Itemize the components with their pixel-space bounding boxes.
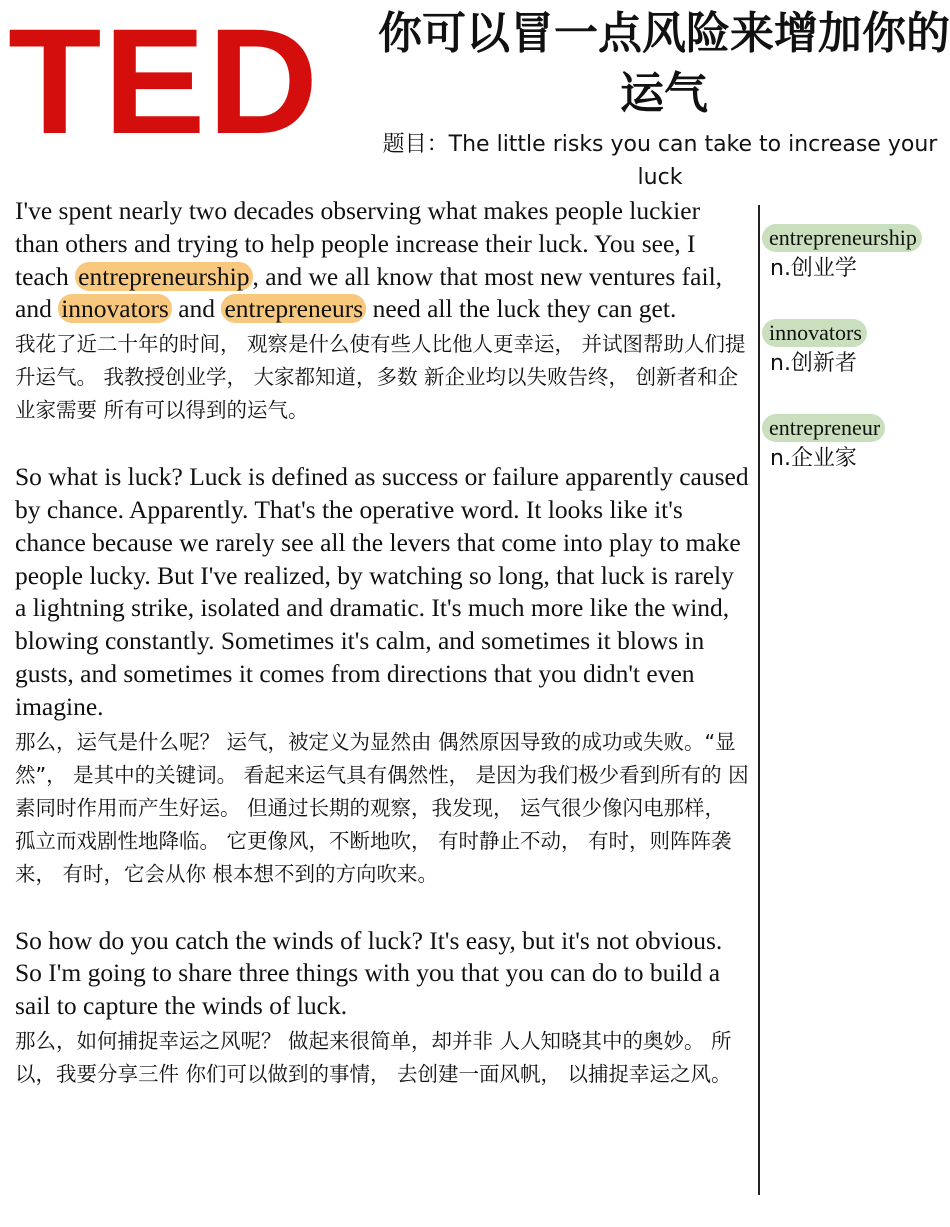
- paragraph-english: [15, 461, 750, 723]
- vocab-definition: n.企业家: [770, 446, 857, 471]
- text-segment: need all the luck they can get.: [372, 294, 677, 324]
- vocab-item: [762, 319, 950, 381]
- text-segment: So what is luck? Luck is defined as success or failure apparently caused by chance. Apparently. That's the operative word. It looks like it's chance because we rarely see all the levers that come into play to make people lucky. But I've realized, by watching so long, that luck is rarely a lightning strike, isolated and dramatic. It's much more like the wind, blowing constantly. Sometimes it's calm, and sometimes it blows in gusts, and sometimes it comes from directions that you didn't even imagine.: [15, 462, 749, 721]
- paragraph: [15, 195, 750, 427]
- paragraph-english: [15, 925, 750, 1023]
- paragraph-english: [15, 195, 750, 326]
- vocab-word: entrepreneurship: [762, 224, 922, 252]
- paragraph-chinese: 那么，运气是什么呢？ 运气，被定义为显然由 偶然原因导致的成功或失败。“显然”， 是其中的关键词。 看起来运气具有偶然性， 是因为我们极少看到所有的 因素同时作用而产生好运。 但通过长期的观察，我发现， 运气很少像闪电那样， 孤立而戏剧性地降临。 它更像风，不断地吹， 有时静止不动， 有时，则阵阵袭来， 有时，它会从你 根本想不到的方向吹来。: [15, 729, 749, 886]
- page-title: 你可以冒一点风险来增加你的运气: [378, 8, 950, 119]
- ted-logo: TED: [8, 0, 321, 165]
- highlighted-term: innovators: [58, 294, 172, 323]
- highlighted-term: entrepreneurship: [75, 262, 252, 291]
- vocab-word: innovators: [762, 319, 867, 347]
- title-block: [370, 4, 950, 194]
- text-segment: , and we all know that most new ventures fail, and: [15, 261, 723, 324]
- text-segment: and: [178, 294, 216, 324]
- paragraph: [15, 461, 750, 890]
- transcript: [15, 195, 750, 1125]
- text-segment: I've spent nearly two decades observing what makes people luckier than others and trying to help people increase their luck. You see, I teach: [15, 196, 701, 291]
- vocab-definition: n.创业学: [770, 256, 857, 281]
- text-segment: So how do you catch the winds of luck? It's easy, but it's not obvious. So I'm going to share three things with you that you can do to build a sail to capture the winds of luck.: [15, 925, 723, 1021]
- column-divider: [758, 205, 760, 1195]
- vocab-item: [762, 224, 950, 286]
- paragraph: [15, 925, 750, 1091]
- paragraph-chinese: 那么，如何捕捉幸运之风呢？ 做起来很简单，却并非 人人知晓其中的奥妙。 所以，我要分享三件 你们可以做到的事情， 去创建一面风帆， 以捕捉幸运之风。: [15, 1028, 732, 1086]
- paragraph-chinese: 我花了近二十年的时间， 观察是什么使有些人比他人更幸运， 并试图帮助人们提升运气。 我教授创业学， 大家都知道，多数 新企业均以失败告终， 创新者和企业家需要 所有可以得到的运气。: [15, 332, 746, 423]
- vocab-word: entrepreneur: [762, 414, 885, 442]
- vocabulary-sidebar: [762, 224, 950, 509]
- vocab-definition: n.创新者: [770, 351, 857, 376]
- subtitle: 题目：The little risks you can take to increase your luck: [382, 132, 938, 190]
- highlighted-term: entrepreneurs: [221, 294, 366, 323]
- vocab-item: [762, 414, 950, 476]
